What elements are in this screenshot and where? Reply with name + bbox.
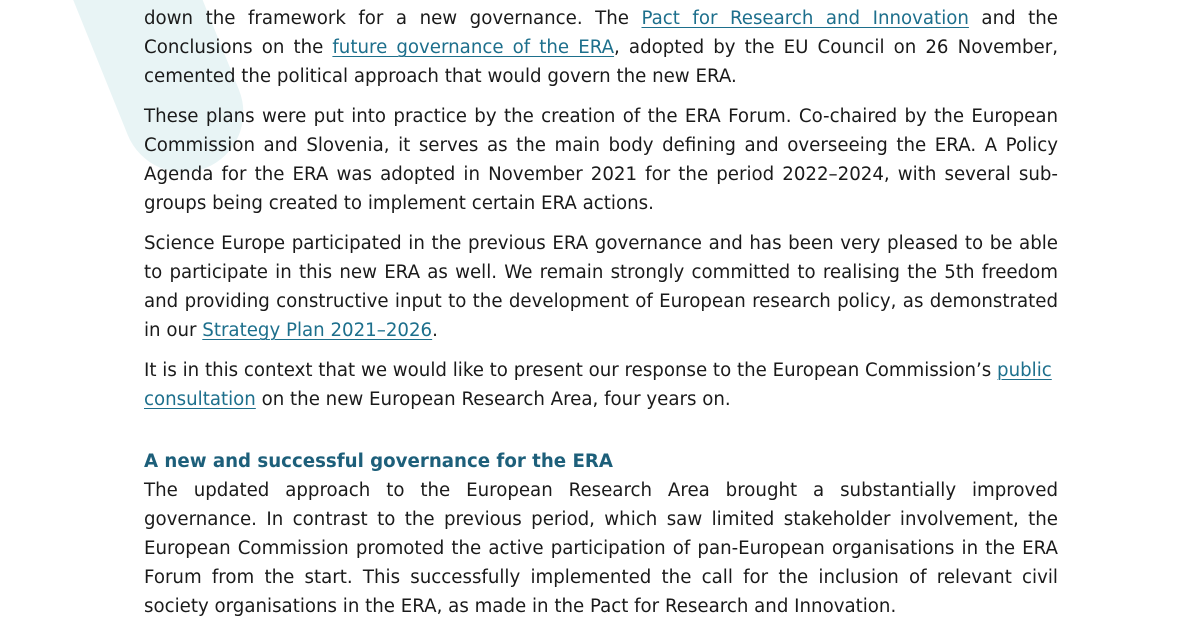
link-pact-research-innovation[interactable]: Pact for Research and Innovation (641, 8, 969, 29)
paragraph-science-europe: Science Europe participated in the previous ERA governance and has been very pleased to be able to participate in this new ERA as well. We remain strongly committed to realising the 5th freedom and providing constructive input to the development of European research policy, as demonstrated in our Strategy Plan 2021–2026. (144, 233, 1058, 341)
section-heading: A new and successful governance for the ERA (144, 451, 613, 472)
link-public-consultation[interactable]: public consultation (144, 360, 1052, 410)
paragraph-governance-framework: down the framework for a new governance. The Pact for Research and Innovation and the Conclusions on the future governance of the ERA, adopted by the EU Council on 26 November, cemented the political approach that would govern the new ERA. (144, 8, 1058, 87)
paragraph-section-body: The updated approach to the European Research Area brought a substantially improved governance. In contrast to the previous period, which saw limited stakeholder involvement, the European Commission promoted the active participation of pan-European organisations in the ERA Forum from the start. This successfully implemented the call for the inclusion of relevant civil society organisations in the ERA, as made in the Pact for Research and Innovation. (144, 480, 1058, 617)
link-strategy-plan[interactable]: Strategy Plan 2021–2026 (202, 320, 433, 341)
link-future-governance-era[interactable]: future governance of the ERA (332, 37, 615, 58)
paragraph-era-forum: These plans were put into practice by the creation of the ERA Forum. Co-chaired by the European Commission and Slovenia, it serves as the main body defining and overseeing the ERA. A Policy Agenda for the ERA was adopted in November 2021 for the period 2022–2024, with several sub-groups being created to implement certain ERA actions. (144, 106, 1058, 214)
document-body (144, 4, 1058, 632)
paragraph-consultation-context: It is in this context that we would like to present our response to the European Commission’s public consultation on the new European Research Area, four years on. (144, 360, 1052, 410)
